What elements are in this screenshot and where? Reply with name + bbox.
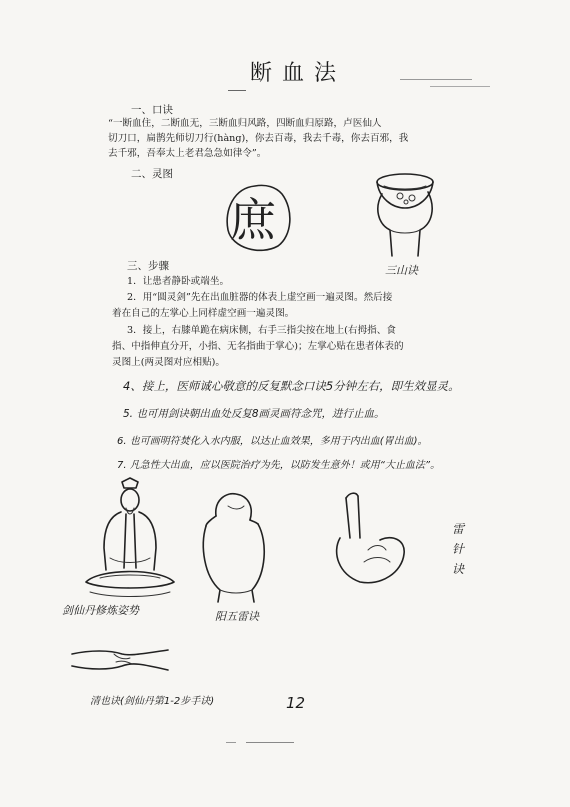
handwritten-step-6: 6. 也可画明符焚化入水内服，以达止血效果，多用于内出血(胃出血)。 [117,436,428,447]
step-line-3: 着在自己的左掌心上同样虚空画一遍灵图。 [112,308,295,319]
handwritten-step-5: 5. 也可用剑诀朝出血处反复8画灵画符念咒，进行止血。 [123,408,385,420]
qingzhi-caption: 清也诀(剑仙丹第1-2步手诀) [90,696,215,707]
incantation-line-1: “一断血住，二断血无，三断血归风路，四断血归原路，卢医仙人 [108,118,382,129]
section-heading-incantation: 一、口诀 [131,104,173,116]
meditation-caption: 剑仙丹修炼姿势 [62,604,139,617]
qingzhi-hands-figure [70,640,170,676]
yangwu-caption: 阳五雷诀 [215,610,259,623]
handwritten-step-7: 7. 凡急性大出血，应以医院治疗为先，以防发生意外！或用“大止血法”。 [117,460,441,471]
step-line-5: 指、中指伸直分开，小指、无名指曲于掌心)；左掌心贴在患者体表的 [112,341,404,352]
step-line-1: 1．让患者静卧或端坐。 [127,276,230,287]
leizhen-caption-3: 诀 [452,562,465,576]
sanshan-caption: 三山诀 [385,264,418,277]
meditation-figure [80,478,180,606]
step-line-6: 灵图上(两灵图对应相贴)。 [112,357,226,368]
section-heading-talisman: 二、灵图 [131,168,173,180]
section-heading-steps: 三、步骤 [127,260,169,272]
step-line-4: 3．接上，右膝单跪在病床侧，右手三指尖按在地上(右拇指、食 [127,325,396,336]
page-number: 12 [286,694,306,712]
incantation-line-2: 切刀口，扁鹊先师切刀行(hàng)，你去百毒，我去千毒，你去百邪，我 [108,133,409,144]
yangwu-hand-figure [196,486,276,604]
title-dash [228,90,246,91]
page-title: 断血法 [250,61,347,86]
leizhen-caption-1: 雷 [452,522,465,536]
handwritten-step-4: 4、接上，医师诚心敬意的反复默念口诀5分钟左右，即生效显灵。 [123,379,460,393]
talisman-character: 庶 [230,193,276,247]
title-rule [400,79,472,80]
leizhen-caption-2: 针 [452,542,465,556]
title-rule-2 [430,86,490,87]
footer-dash-2 [246,742,294,743]
step-line-2: 2．用“圆灵剑”先在出血脏器的体表上虚空画一遍灵图。然后接 [127,292,393,303]
incantation-line-3: 去千邪，吾奉太上老君急急如律令”。 [108,148,267,159]
footer-dash-1 [226,742,236,743]
sanshan-hand-figure [370,168,440,263]
leizhen-hand-figure [328,492,418,587]
